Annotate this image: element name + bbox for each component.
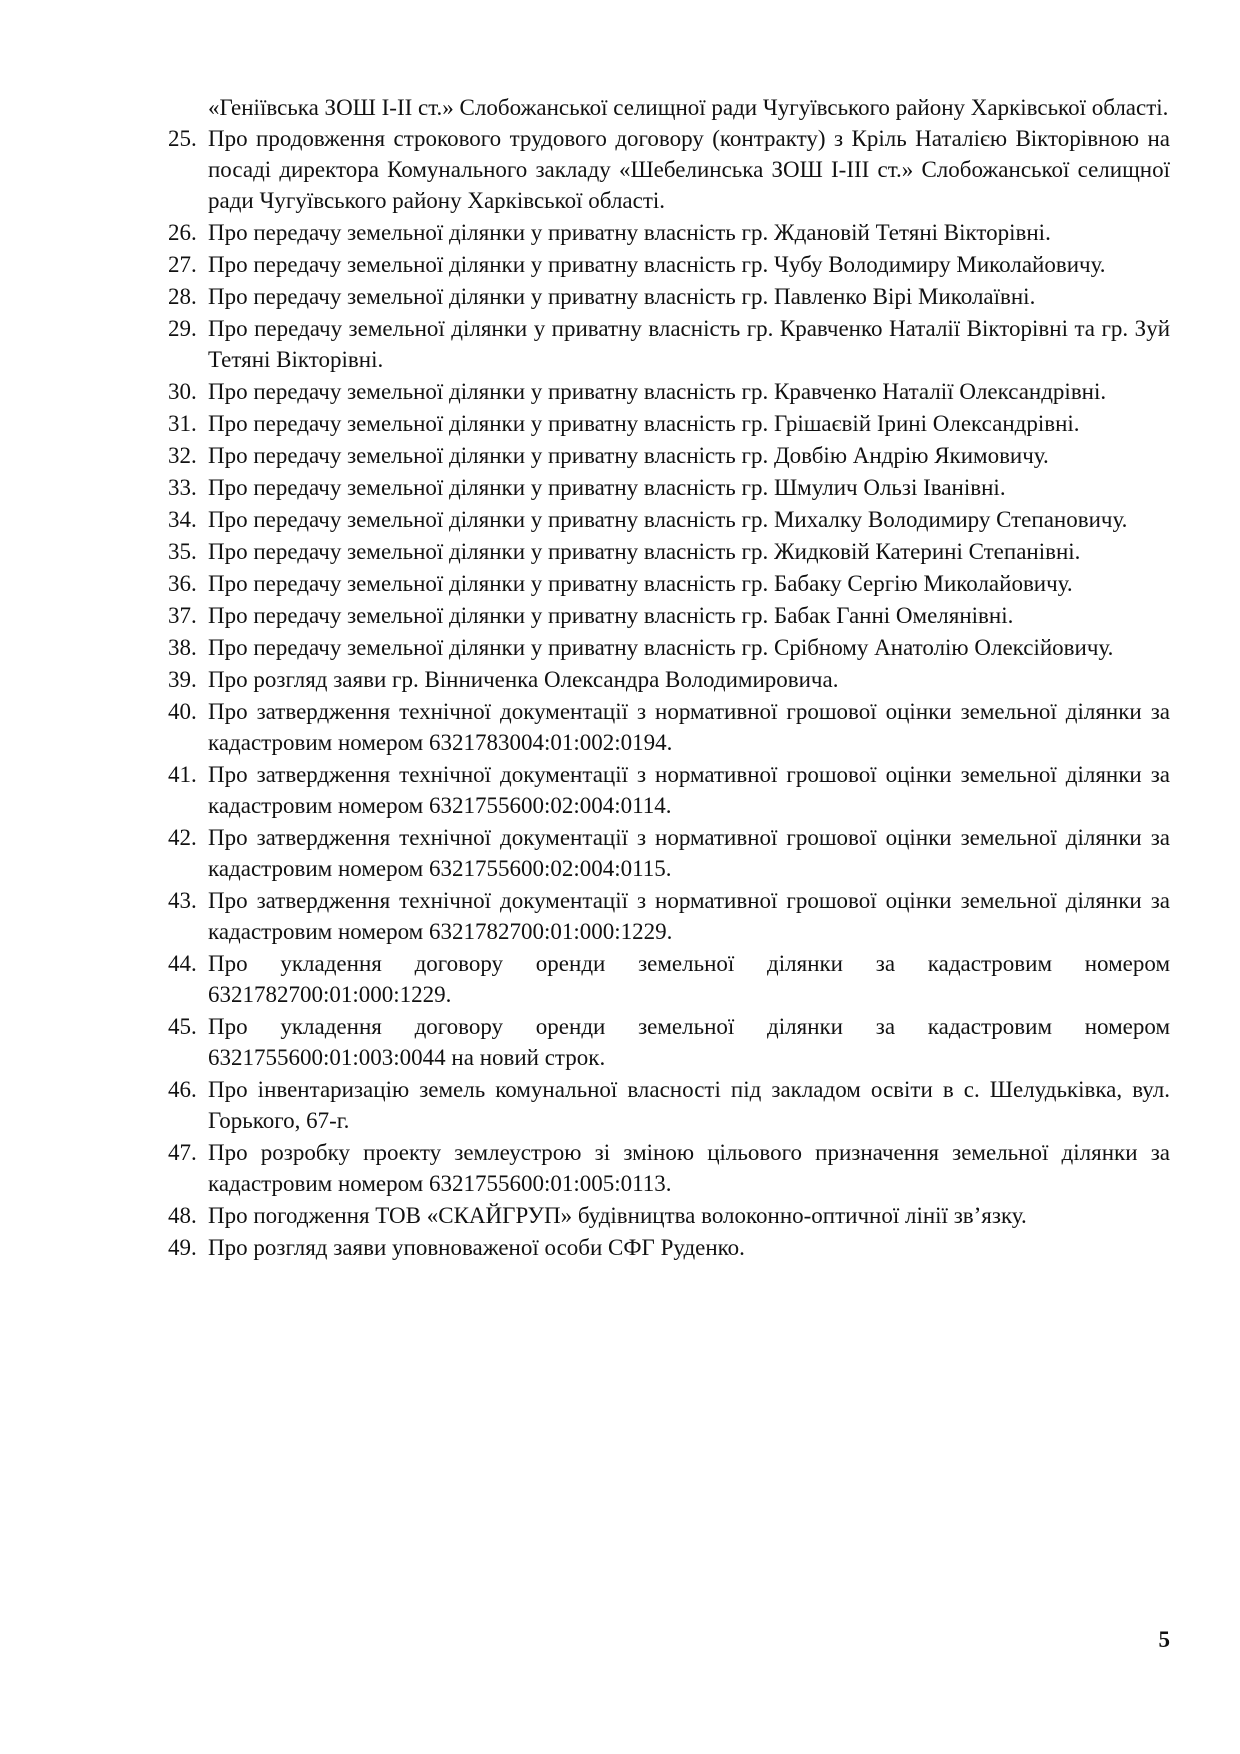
agenda-item	[168, 313, 1170, 375]
agenda-item-text: Про інвентаризацію земель комунальної власності під закладом освіти в с. Шелудьківка, вул. Горького, 67-г.	[208, 1077, 1170, 1133]
agenda-item	[168, 885, 1170, 947]
agenda-item-text: Про передачу земельної ділянки у приватну власність гр. Павленко Вірі Миколаївні.	[208, 284, 1036, 309]
agenda-item-number: 25.	[168, 126, 197, 151]
agenda-item-number: 36.	[168, 571, 197, 596]
agenda-item	[168, 664, 1170, 695]
agenda-item	[168, 217, 1170, 248]
agenda-item-text: Про передачу земельної ділянки у приватну власність гр. Шмулич Ользі Іванівні.	[208, 475, 1006, 500]
agenda-item	[168, 281, 1170, 312]
agenda-item-number: 47.	[168, 1140, 197, 1165]
agenda-item-text: Про затвердження технічної документації з нормативної грошової оцінки земельної ділянки за кадастровим номером 6321783004:01:002:0194.	[208, 699, 1170, 755]
agenda-item-number: 29.	[168, 316, 197, 341]
agenda-item	[168, 632, 1170, 663]
agenda-item-text: Про затвердження технічної документації з нормативної грошової оцінки земельної ділянки за кадастровим номером 6321755600:02:004:0114.	[208, 762, 1170, 818]
agenda-item-number: 28.	[168, 284, 197, 309]
agenda-item	[168, 376, 1170, 407]
agenda-item-number: 26.	[168, 220, 197, 245]
agenda-item	[168, 1011, 1170, 1073]
agenda-item-number: 45.	[168, 1014, 197, 1039]
agenda-item-number: 31.	[168, 411, 197, 436]
agenda-item-text: Про передачу земельної ділянки у приватну власність гр. Чубу Володимиру Миколайовичу.	[208, 252, 1106, 277]
agenda-item-number: 44.	[168, 951, 197, 976]
agenda-item-number: 42.	[168, 825, 197, 850]
page-number: 5	[1158, 1627, 1170, 1652]
agenda-item	[168, 600, 1170, 631]
agenda-item	[168, 504, 1170, 535]
agenda-item-text: Про передачу земельної ділянки у приватну власність гр. Ждановій Тетяні Вікторівні.	[208, 220, 1051, 245]
agenda-item	[168, 1074, 1170, 1136]
agenda-item-text: Про передачу земельної ділянки у приватну власність гр. Бабак Ганні Омелянівні.	[208, 603, 1014, 628]
agenda-item-text: Про продовження строкового трудового договору (контракту) з Кріль Наталією Вікторівною на посаді директора Комунального закладу «Шебелинська ЗОШ I-III ст.» Слобожанської селищної ради Чугуївського району Харківської області.	[208, 126, 1170, 213]
agenda-item-number: 43.	[168, 888, 197, 913]
agenda-item	[168, 123, 1170, 216]
agenda-item-text: Про передачу земельної ділянки у приватну власність гр. Кравченко Наталії Олександрівні.	[208, 379, 1107, 404]
agenda-item-text: Про передачу земельної ділянки у приватну власність гр. Кравченко Наталії Вікторівні та гр. Зуй Тетяні Вікторівні.	[208, 316, 1170, 372]
agenda-item-text: Про погодження ТОВ «СКАЙГРУП» будівництва волоконно-оптичної лінії зв’язку.	[208, 1203, 1027, 1228]
agenda-item	[168, 1200, 1170, 1231]
agenda-item-number: 49.	[168, 1235, 197, 1260]
agenda-item-number: 39.	[168, 667, 197, 692]
agenda-item-text: Про укладення договору оренди земельної ділянки за кадастровим номером 6321755600:01:003:0044 на новий строк.	[208, 1014, 1170, 1070]
agenda-item-number: 37.	[168, 603, 197, 628]
agenda-item-number: 40.	[168, 699, 197, 724]
agenda-item	[168, 822, 1170, 884]
agenda-item	[168, 948, 1170, 1010]
agenda-item-number: 46.	[168, 1077, 197, 1102]
agenda-item-text: Про розгляд заяви гр. Вінниченка Олександра Володимировича.	[208, 667, 839, 692]
agenda-item	[168, 568, 1170, 599]
agenda-item-text: Про передачу земельної ділянки у приватну власність гр. Грішаєвій Ірині Олександрівні.	[208, 411, 1080, 436]
agenda-item-text: Про укладення договору оренди земельної ділянки за кадастровим номером 6321782700:01:000:1229.	[208, 951, 1170, 1007]
agenda-item-text: Про затвердження технічної документації з нормативної грошової оцінки земельної ділянки за кадастровим номером 6321755600:02:004:0115.	[208, 825, 1170, 881]
agenda-item-text: Про передачу земельної ділянки у приватну власність гр. Довбію Андрію Якимовичу.	[208, 443, 1049, 468]
agenda-item-text: Про затвердження технічної документації з нормативної грошової оцінки земельної ділянки за кадастровим номером 6321782700:01:000:1229.	[208, 888, 1170, 944]
agenda-item	[168, 472, 1170, 503]
agenda-item	[168, 1137, 1170, 1199]
agenda-item	[168, 249, 1170, 280]
agenda-item	[168, 696, 1170, 758]
agenda-item-number: 27.	[168, 252, 197, 277]
agenda-item-number: 32.	[168, 443, 197, 468]
agenda-item-text: Про передачу земельної ділянки у приватну власність гр. Бабаку Сергію Миколайовичу.	[208, 571, 1073, 596]
agenda-item-text: Про передачу земельної ділянки у приватну власність гр. Срібному Анатолію Олексійовичу.	[208, 635, 1114, 660]
agenda-item-number: 35.	[168, 539, 197, 564]
agenda-item-number: 30.	[168, 379, 197, 404]
agenda-item-number: 33.	[168, 475, 197, 500]
agenda-item	[168, 536, 1170, 567]
agenda-item-number: 38.	[168, 635, 197, 660]
continued-item-text: «Геніївська ЗОШ I-II ст.» Слобожанської селищної ради Чугуївського району Харківської області.	[208, 95, 1169, 120]
agenda-item-text: Про передачу земельної ділянки у приватну власність гр. Михалку Володимиру Степановичу.	[208, 507, 1128, 532]
agenda-item-number: 48.	[168, 1203, 197, 1228]
agenda-item-text: Про передачу земельної ділянки у приватну власність гр. Жидковій Катерині Степанівні.	[208, 539, 1081, 564]
document-body	[168, 92, 1170, 1264]
agenda-item-number: 41.	[168, 762, 197, 787]
agenda-item	[168, 408, 1170, 439]
agenda-item-text: Про розгляд заяви уповноваженої особи СФГ Руденко.	[208, 1235, 745, 1260]
agenda-item	[168, 759, 1170, 821]
agenda-item	[168, 1232, 1170, 1263]
agenda-item-text: Про розробку проекту землеустрою зі зміною цільового призначення земельної ділянки за кадастровим номером 6321755600:01:005:0113.	[208, 1140, 1170, 1196]
agenda-item	[168, 440, 1170, 471]
agenda-list	[168, 123, 1170, 1263]
agenda-item-number: 34.	[168, 507, 197, 532]
